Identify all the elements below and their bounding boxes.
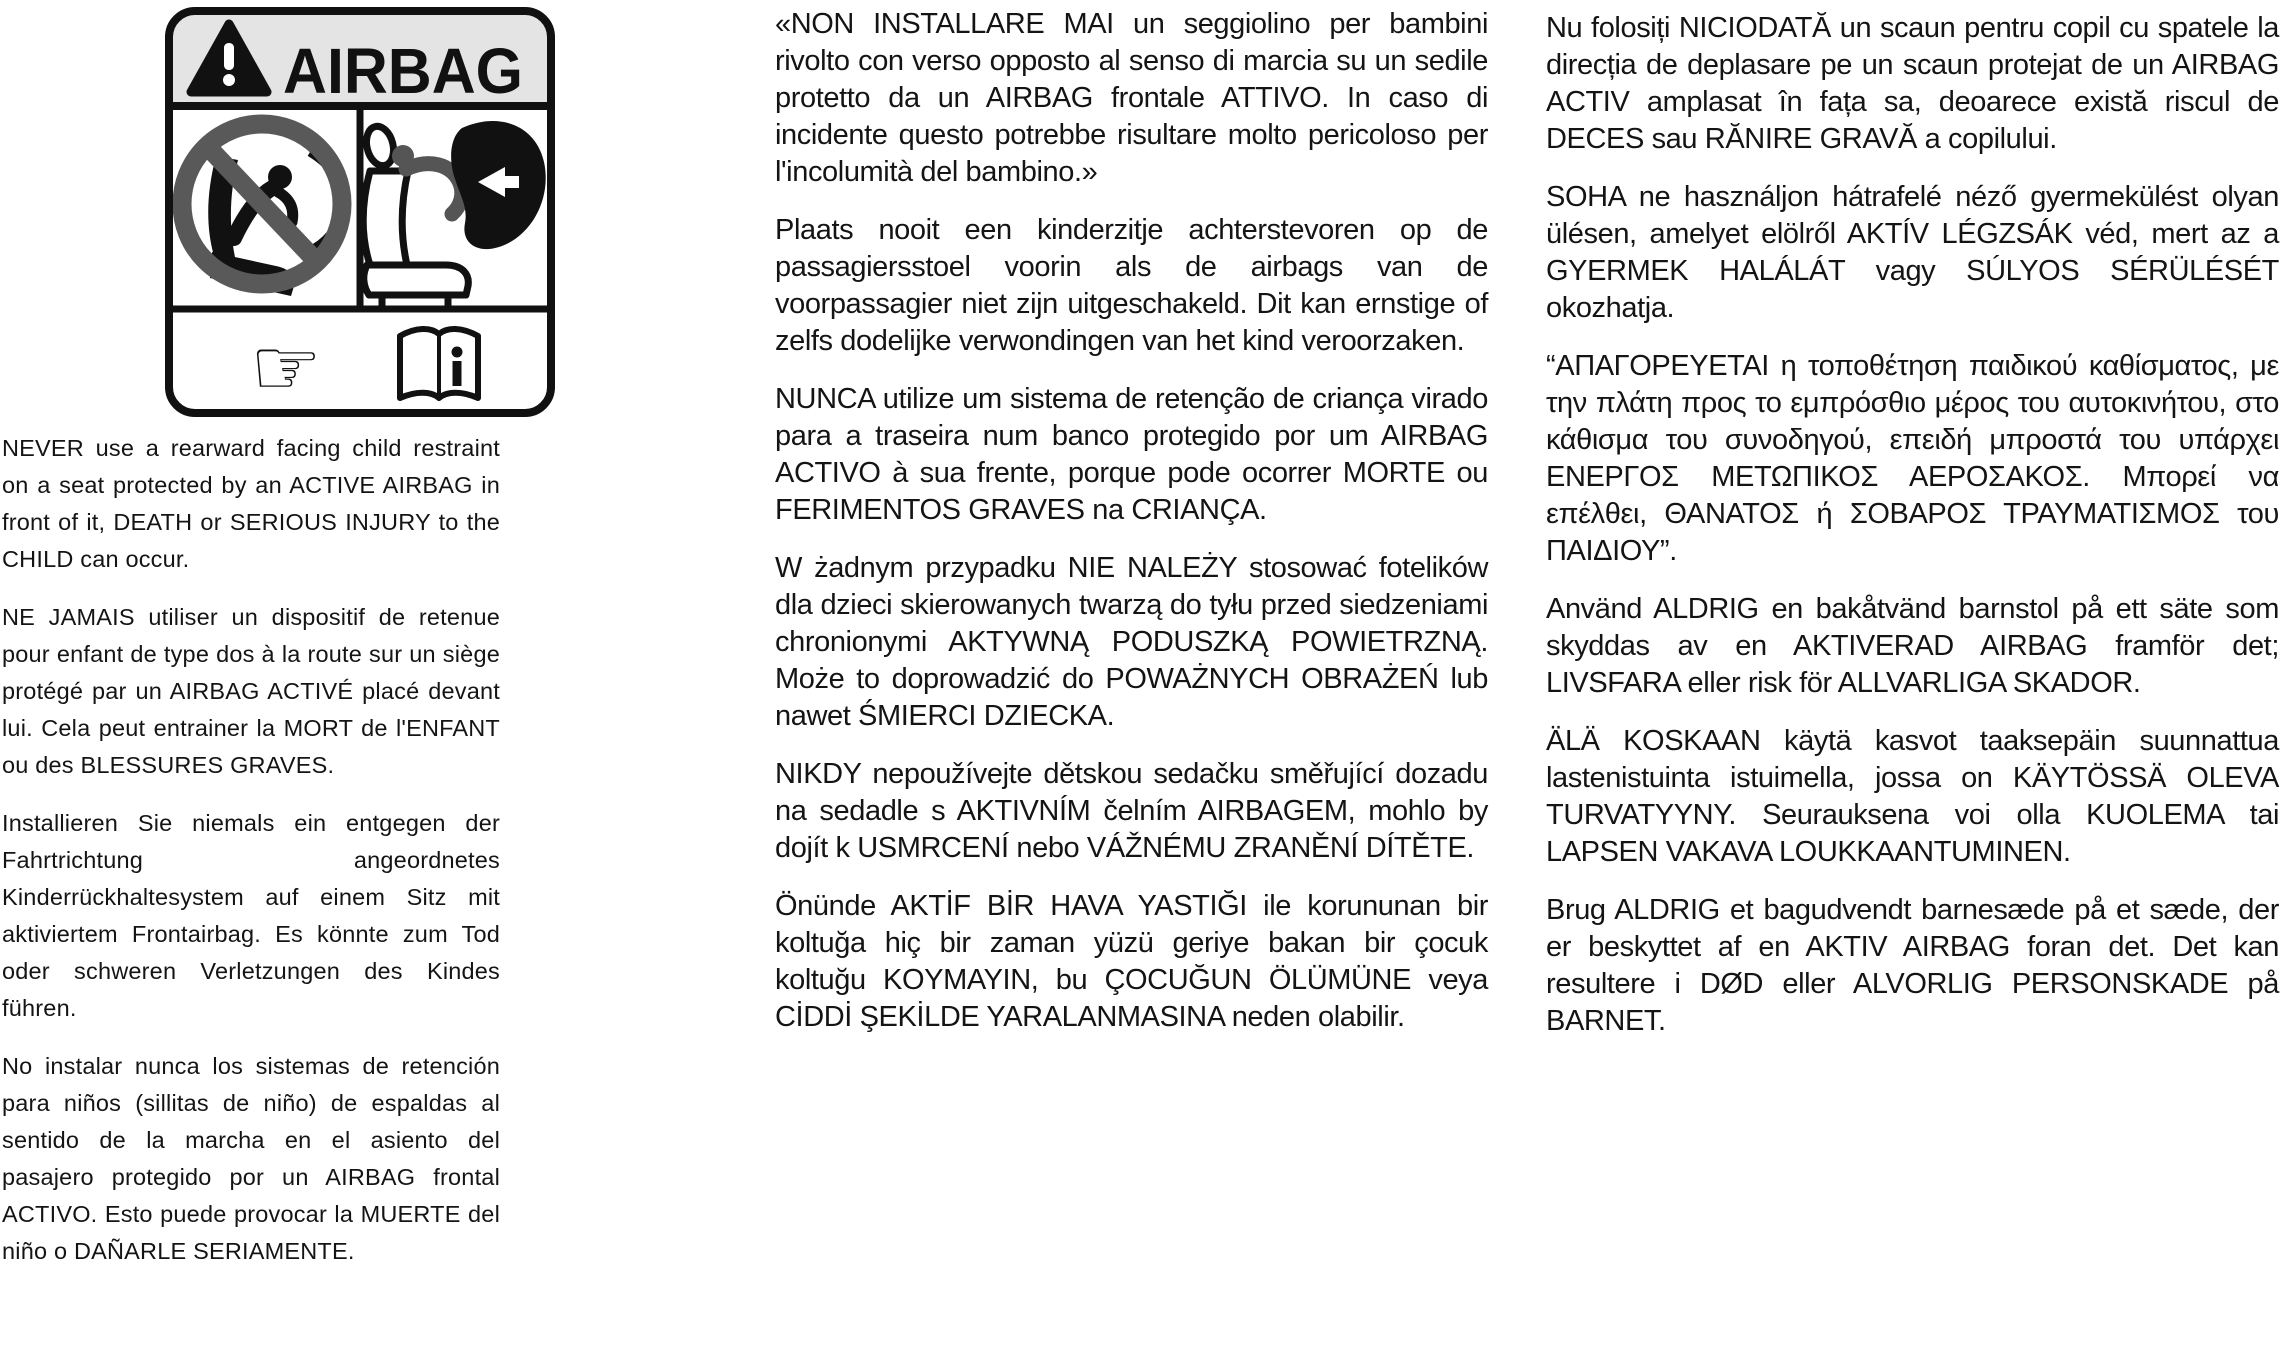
airbag-deployment-icon — [363, 121, 546, 307]
warning-paragraph-italian: «NON INSTALLARE MAI un seggiolino per bambini rivolto con verso opposto al senso di marcia su un sedile protetto da un AIRBAG frontale ATTIVO. In caso di incidente questo potrebbe risultare molto pericoloso per l'incolumità del bambino.» — [775, 8, 1488, 188]
column-right — [1546, 10, 2279, 1040]
owners-manual-icon — [400, 329, 478, 398]
no-rear-facing-child-seat-icon — [182, 124, 342, 296]
warning-paragraph-turkish: Önünde AKTİF BİR HAVA YASTIĞI ile korununan bir koltuğa hiç bir zaman yüzü geriye bakan bir çocuk koltuğu KOYMAYIN, bu ÇOCUĞUN ÖLÜMÜNE veya CİDDİ ŞEKİLDE YARALANMASINA neden olabilir. — [775, 890, 1488, 1033]
warning-paragraph-greek: “ΑΠΑΓΟΡΕΥΕΤΑΙ η τοποθέτηση παιδικού καθίσματος, με την πλάτη προς το εμπρόσθιο μέρος του αυτοκινήτου, στο κάθισμα του συνοδηγού, επειδή μπροστά του υπάρχει ΕΝΕΡΓΟΣ ΜΕΤΩΠΙΚΟΣ ΑΕΡΟΣΑΚΟΣ. Μπορεί να επέλθει, ΘΑΝΑΤΟΣ ή ΣΟΒΑΡΟΣ ΤΡΑΥΜΑΤΙΣΜΟΣ του ΠΑΙΔΙΟΥ”. — [1546, 350, 2279, 567]
warning-paragraph-finnish: ÄLÄ KOSKAAN käytä kasvot taaksepäin suunnattua lastenistuinta istuimella, jossa on KÄYTÖSSÄ OLEVA TURVATYYNY. Seurauksena voi olla KUOLEMA tai LAPSEN VAKAVA LOUKKAANTUMINEN. — [1546, 725, 2279, 868]
warning-paragraph-german: Installieren Sie niemals ein entgegen der Fahrtrichtung angeordnetes Kinderrückhaltesystem auf einem Sitz mit aktiviertem Frontairbag. Es könnte zum Tod oder schweren Verletzungen des Kindes führen. — [2, 810, 500, 1021]
warning-paragraph-french: NE JAMAIS utiliser un dispositif de retenue pour enfant de type dos à la route sur un siège protégé par un AIRBAG ACTIVÉ placé devant lui. Cela peut entrainer la MORT de l'ENFANT ou des BLESSURES GRAVES. — [2, 604, 500, 778]
warning-paragraph-portuguese: NUNCA utilize um sistema de retenção de criança virado para a traseira num banco protegido por um AIRBAG ACTIVO à sua frente, porque pode ocorrer MORTE ou FERIMENTOS GRAVES na CRIANÇA. — [775, 383, 1488, 526]
airbag-warning-pictogram — [164, 6, 556, 418]
warning-paragraph-swedish: Använd ALDRIG en bakåtvänd barnstol på ett säte som skyddas av en AKTIVERAD AIRBAG framför det; LIVSFARA eller risk för ALLVARLIGA SKADOR. — [1546, 593, 2279, 699]
column-middle — [775, 6, 1488, 1036]
warning-paragraph-romanian: Nu folosiți NICIODATĂ un scaun pentru copil cu spatele la direcția de deplasare pe un scaun protejat de un AIRBAG ACTIV amplasat în fața sa, deoarece există riscul de DECES sau RĂNIRE GRAVĂ a copilului. — [1546, 12, 2279, 155]
warning-paragraph-english: NEVER use a rearward facing child restraint on a seat protected by an ACTIVE AIRBAG in front of it, DEATH or SERIOUS INJURY to the CHILD can occur. — [2, 435, 500, 572]
warning-paragraph-czech: NIKDY nepoužívejte dětskou sedačku směřující dozadu na sedadle s AKTIVNÍM čelním AIRBAGEM, mohlo by dojít k USMRCENÍ nebo VÁŽNÉMU ZRANĚNÍ DÍTĚTE. — [775, 758, 1488, 864]
warning-paragraph-danish: Brug ALDRIG et bagudvendt barnesæde på et sæde, der er beskyttet af en AKTIV AIRBAG foran det. Det kan resultere i DØD eller ALVORLIG PERSONSKADE på BARNET. — [1546, 894, 2279, 1037]
pictogram-title: AIRBAG — [283, 35, 523, 107]
warning-paragraph-dutch: Plaats nooit een kinderzitje achterstevoren op de passagiersstoel voorin als de airbags van de voorpassagier niet zijn uitgeschakeld. Dit kan ernstige of zelfs dodelijke verwondingen van het kind veroorzaken. — [775, 214, 1488, 357]
warning-paragraph-hungarian: SOHA ne használjon hátrafelé néző gyermekülést olyan ülésen, amelyet elölről AKTÍV LÉGZSÁK véd, mert az a GYERMEK HALÁLÁT vagy SÚLYOS SÉRÜLÉSÉT okozhatja. — [1546, 181, 2279, 324]
warning-paragraph-spanish: No instalar nunca los sistemas de retención para niños (sillitas de niño) de espaldas al sentido de la marcha en el asiento del pasajero protegido por un AIRBAG frontal ACTIVO. Esto puede provocar la MUERTE del niño o DAÑARLE SERIAMENTE. — [2, 1053, 500, 1264]
warning-paragraph-polish: W żadnym przypadku NIE NALEŻY stosować fotelików dla dzieci skierowanych twarzą do tyłu przed siedzeniami chronionymi AKTYWNĄ PODUSZKĄ POWIETRZNĄ. Może to doprowadzić do POWAŻNYCH OBRAŻEŃ lub nawet ŚMIERCI DZIECKA. — [775, 552, 1488, 732]
pointing-hand-icon — [250, 321, 322, 414]
svg-text:☞: ☞ — [250, 321, 322, 414]
airbag-pictogram-graphic — [164, 6, 556, 418]
column-left — [2, 430, 500, 1270]
